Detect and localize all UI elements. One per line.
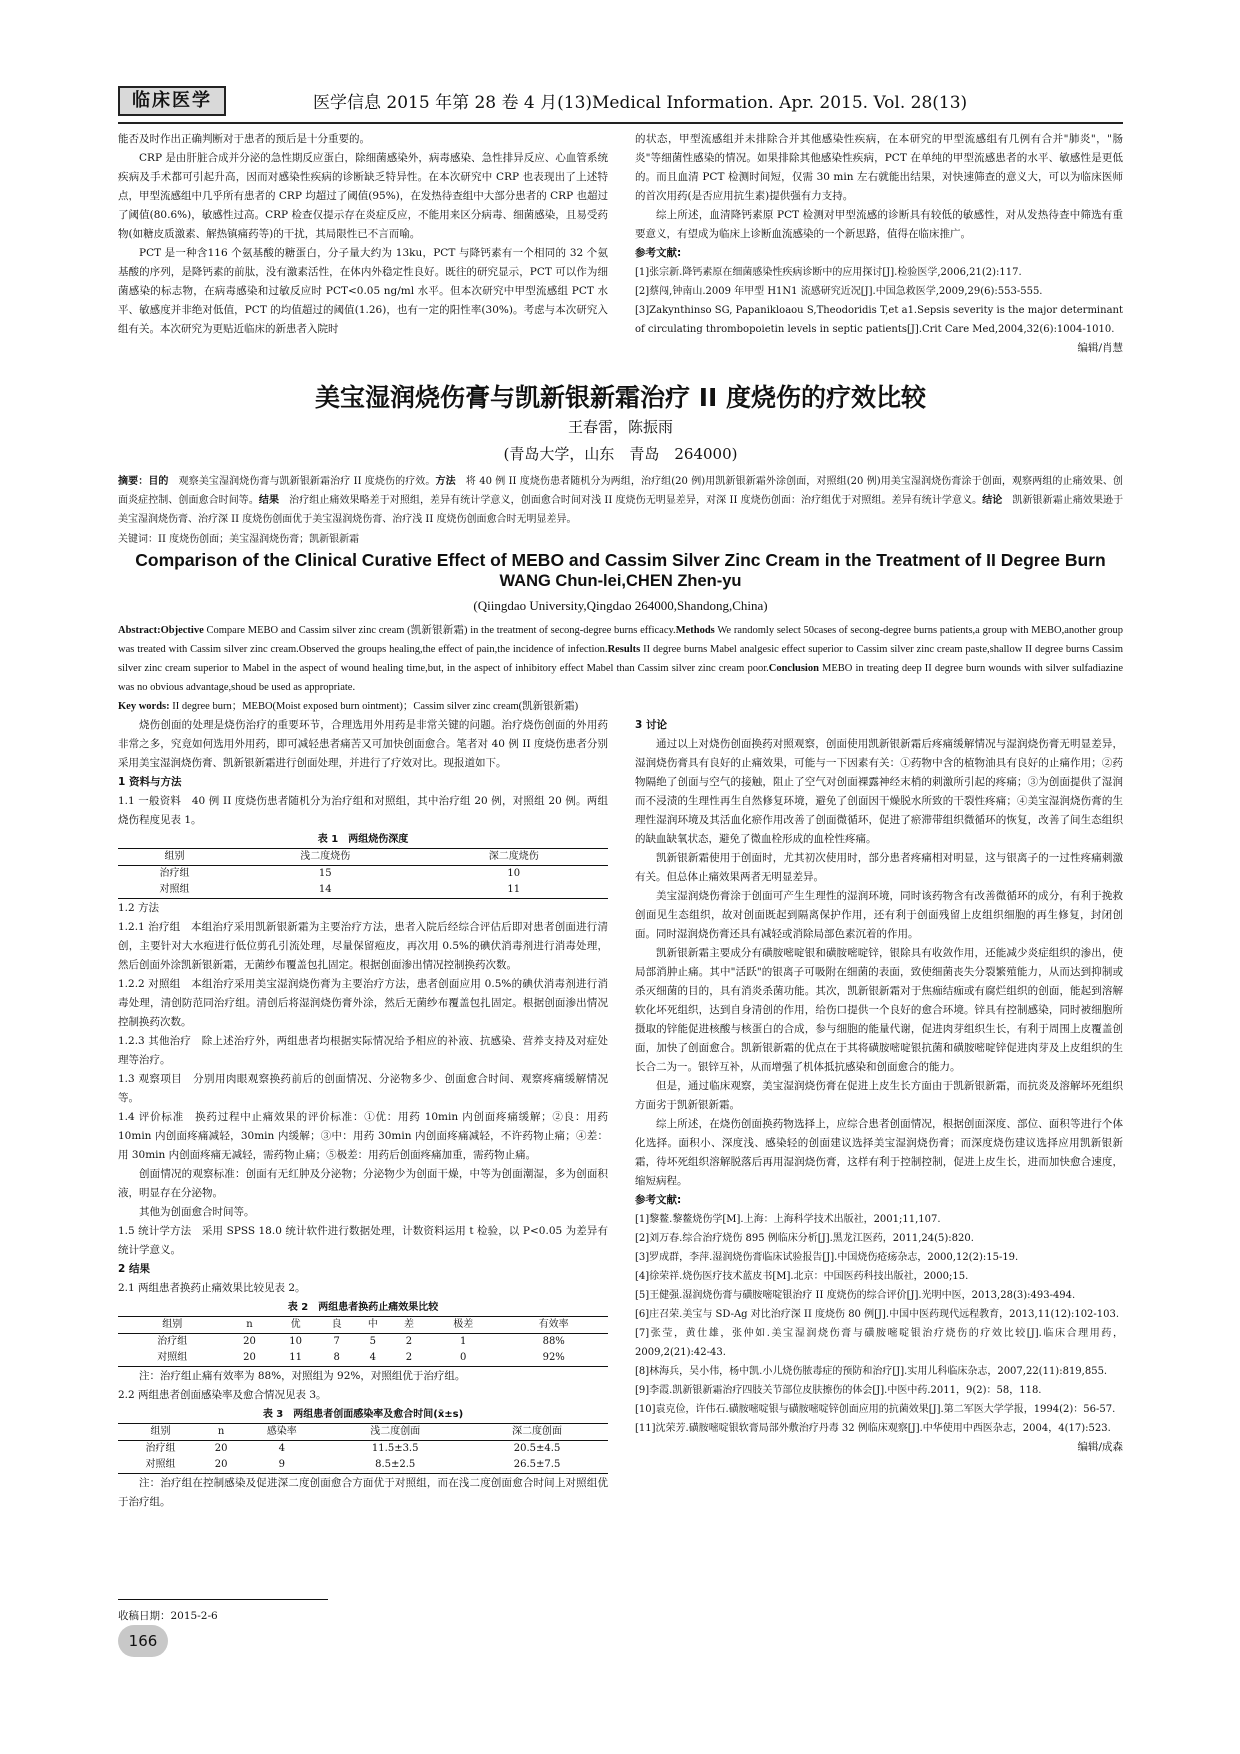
table-cell: 92% bbox=[499, 1350, 608, 1367]
methods-text: 将 40 例 II 度烧伤患者随机分为两组，治疗组(20 例)用凯新银新霜外涂创面，对照组(20 例)用美宝湿润烧伤膏涂于创面，观察两组的止痛效果、创面炎症控制、创面愈合时间等。 bbox=[118, 476, 1124, 506]
table-header: 感染率 bbox=[239, 1424, 324, 1441]
table-note: 注：治疗组止痛有效率为 88%，对照组为 92%，对照组优于治疗组。 bbox=[139, 1370, 466, 1382]
reference-item: [4]徐荣祥.烧伤医疗技术蓝皮书[M].北京：中国医药科技出版社，2000;15. bbox=[635, 1271, 969, 1282]
table-cell: 治疗组 bbox=[159, 868, 190, 879]
objective-en-text: Compare MEBO and Cassim silver zinc cream (凯新银新霜) in the treatment of secong-degree burns efficacy. bbox=[203, 625, 676, 636]
intro-paragraph: 烧伤创面的处理是烧伤治疗的重要环节，合理选用外用药是非常关键的问题。治疗烧伤创面的外用药非常之多，究竟如何选用外用药，即可减轻患者痛苦又可加快创面愈合。笔者对 40 例 II 度烧伤患者分别采用美宝湿润烧伤膏、凯新银新霜进行创面处理，并进行了疗效对比。现报道如下。 bbox=[118, 719, 608, 769]
body-paragraph: 1.2.1 治疗组 本组治疗采用凯新银新霜为主要治疗方法，患者入院后经综合评估后即对患者创面进行清创，主要针对大水疱进行低位剪孔引流处理，尽量保留疱皮，再次用 0.5%的碘伏消毒剂进行消毒处理，然后创面外涂凯新银新霜，无菌纱布覆盖包扎固定。根据创面渗出情况控制换药次数。 bbox=[118, 921, 608, 971]
reference-item: [1]黎鳌.黎鳌烧伤学[M].上海：上海科学技术出版社，2001;11,107. bbox=[635, 1214, 941, 1225]
keywords-en bbox=[118, 698, 1123, 713]
page-number: 166 bbox=[118, 1625, 168, 1657]
discussion-paragraph: 凯新银新霜主要成分有磺胺嘧啶银和磺胺嘧啶锌，银除具有收敛作用，还能减少炎症组织的渗出，使局部消肿止痛。其中"活跃"的银离子可吸附在细菌的表面，致使细菌丧失分裂繁殖能力，从而达到抑制或杀灭细菌的目的，具有消炎杀菌功能。其次，凯新银新霜对于焦痂结痂或有腐烂组织的创面，能起到溶解软化坏死组织，达到自身清创的作用，给伤口提供一个良好的愈合环境。锌具有控制感染，同时被细胞所摄取的锌能促进核酸与核蛋白的合成，参与细胞的能量代谢，促进肉芽组织生长，有利于周围上皮覆盖创面，加快了创面愈合。凯新银新霜的优点在于其将磺胺嘧啶银抗菌和磺胺嘧啶锌促进肉芽及上皮组织的生长合二为一。银锌互补，从而增强了机体抵抗感染和创面愈合的能力。 bbox=[635, 947, 1123, 1073]
body-paragraph: 其他为创面愈合时间等。 bbox=[139, 1206, 255, 1218]
table-header: 深二度烧伤 bbox=[420, 849, 608, 866]
reference-item: [8]林海兵，吴小伟，杨中凯.小儿烧伤脓毒症的预防和治疗[J].实用儿科临床杂志，2007,22(11):819,855. bbox=[635, 1366, 1108, 1377]
table-header: 有效率 bbox=[499, 1317, 608, 1334]
table-header: 组别 bbox=[118, 1317, 227, 1334]
objective-label: 目的 bbox=[148, 476, 169, 487]
methods-en-text: We randomly select 50cases of secong-degree burns patients,a group with MEBO,another group was treated with Cassim silver zinc cream.Observed the groups healing,the effect of pain,the incidence of infection. bbox=[118, 625, 1123, 655]
table-cell: 8.5±2.5 bbox=[324, 1457, 466, 1474]
table-header: 优 bbox=[273, 1317, 319, 1334]
table-header: 浅二度创面 bbox=[324, 1424, 466, 1441]
section-heading: 1 资料与方法 bbox=[118, 776, 182, 788]
section-heading: 2 结果 bbox=[118, 1263, 150, 1275]
body-paragraph: 1.3 观察项目 分别用肉眼观察换药前后的创面情况、分泌物多少、创面愈合时间、观察疼痛缓解情况等。 bbox=[118, 1073, 608, 1104]
table-cell: 治疗组 bbox=[157, 1336, 188, 1347]
table-note: 注：治疗组在控制感染及促进深二度创面愈合方面优于对照组，而在浅二度创面愈合时间上对照组优于治疗组。 bbox=[118, 1477, 608, 1508]
body-paragraph: 创面情况的观察标准：创面有无红肿及分泌物；分泌物少为创面干燥，中等为创面潮湿，多为创面积液，明显存在分泌物。 bbox=[118, 1168, 608, 1199]
table-cell: 9 bbox=[239, 1457, 324, 1474]
body-paragraph: 1.2.2 对照组 本组治疗采用美宝湿润烧伤膏为主要治疗方法，患者创面应用 0.5%的碘伏消毒剂进行消毒处理，清创防范同治疗组。清创后将湿润烧伤膏外涂，然后无菌纱布覆盖包扎固定。根据创面渗出情况控制换药次数。 bbox=[118, 978, 608, 1028]
article-title-cn: 美宝湿润烧伤膏与凯新银新霜治疗 II 度烧伤的疗效比较 bbox=[314, 383, 926, 412]
abstract-en bbox=[118, 621, 1123, 697]
table-header: n bbox=[227, 1317, 273, 1334]
table-caption: 表 3 两组患者创面感染率及愈合时间(x̄±s) bbox=[262, 1409, 464, 1420]
keywords-en-text: II degree burn；MEBO(Moist exposed burn ointment)；Cassim silver zinc cream(凯新银新霜) bbox=[172, 701, 579, 712]
keywords-en-label: Key words: bbox=[118, 701, 170, 712]
editor: 编辑/成森 bbox=[1077, 1441, 1123, 1453]
discussion-paragraph: 凯新银新霜使用于创面时，尤其初次使用时，部分患者疼痛相对明显，这与银离子的一过性疼痛刺激有关。但总体止痛效果两者无明显差异。 bbox=[635, 852, 1123, 883]
table-cell: 7 bbox=[333, 1336, 340, 1347]
section-heading: 3 讨论 bbox=[635, 719, 667, 731]
table-cell: 14 bbox=[231, 882, 419, 899]
table-cell: 2 bbox=[405, 1336, 413, 1347]
table-cell: 15 bbox=[318, 868, 332, 879]
reference-item: [2]刘万春.综合治疗烧伤 895 例临床分析[J].黑龙江医药，2011,24(5):820. bbox=[635, 1233, 974, 1244]
body-paragraph: 1.1 一般资料 40 例 II 度烧伤患者随机分为治疗组和对照组，其中治疗组 20 例，对照组 20 例。两组烧伤程度见表 1。 bbox=[118, 795, 608, 826]
table-header: 良 bbox=[319, 1317, 355, 1334]
body-paragraph: 2.2 两组患者创面感染率及愈合情况见表 3。 bbox=[118, 1389, 327, 1401]
table-cell: 8 bbox=[319, 1350, 355, 1367]
table-header: 差 bbox=[391, 1317, 427, 1334]
footnote-rule bbox=[118, 1599, 328, 1600]
prev-paragraph: CRP 是由肝脏合成并分泌的急性期反应蛋白，除细菌感染外，病毒感染、急性排异反应、心血管系统疾病及手术都可引起升高，因而对感染性疾病的诊断缺乏特异性。在本次研究中 CRP 也表现出了上述特点，甲型流感组中几乎所有患者的 CRP 均超过了阈值(95%)，在发热待查组中大部分患者的 CRP 也超过了阈值(80.6%)，敏感性过高。CRP 检查仅提示存在炎症反应，不能用来区分病毒、细菌感染，且易受药物(如糖皮质激素、解热镇痛药等)的干扰，其局限性已不言而喻。 bbox=[118, 152, 608, 240]
table-header: 浅二度烧伤 bbox=[231, 849, 419, 866]
conclusion-en-text: MEBO in treating deep II degree burn wounds with silver sulfadiazine was no obvious advantage,shoud be used as appropriate. bbox=[118, 663, 1123, 693]
reference-item: [3]罗成群，李萍.湿润烧伤膏临床试验报告[J].中国烧伤疮疡杂志，2000,12(2):15-19. bbox=[635, 1252, 1019, 1263]
prev-paragraph: PCT 是一种含116 个氨基酸的糖蛋白，分子量大约为 13ku，PCT 与降钙素有一个相同的 32 个氨基酸的序列，是降钙素的前肽，没有激素活性，在体内外稳定性良好。既往的研究显示，PCT 可以作为细菌感染的标志物，在病毒感染和过敏反应时 PCT<0.05 ng/ml 水平。但本次研究中甲型流感组 PCT 水平、敏感度并非绝对低值，PCT 的均值超过的阈值(1.26)，也有一定的阳性率(30%)。考虑与本次研究入组有关。本次研究为更贴近临床的新患者入院时 bbox=[118, 247, 608, 335]
table-cell: 88% bbox=[542, 1336, 565, 1347]
article-title-en: Comparison of the Clinical Curative Effect of MEBO and Cassim Silver Zinc Cream in the Treatment of II Degree Burn bbox=[135, 550, 1106, 570]
discussion-paragraph: 综上所述，在烧伤创面换药物选择上，应综合患者创面情况，根据创面深度、部位、面积等进行个体化选择。面积小、深度浅、感染轻的创面建议选择美宝湿润烧伤膏；而深度烧伤建议选择应用凯新银新霜，待坏死组织溶解脱落后再用湿润烧伤膏，这样有利于控制控制，促进上皮生长，进而加快愈合速度，缩短病程。 bbox=[635, 1118, 1123, 1187]
discussion-paragraph: 但是，通过临床观察，美宝湿润烧伤膏在促进上皮生长方面由于凯新银新霜，而抗炎及溶解坏死组织方面劣于凯新银新霜。 bbox=[635, 1080, 1123, 1111]
affiliation-cn: (青岛大学，山东 青岛 264000) bbox=[503, 445, 738, 463]
abstract-cn bbox=[118, 472, 1123, 529]
objective-text: 观察美宝湿润烧伤膏与凯新银新霜治疗 II 度烧伤的疗效。 bbox=[178, 476, 436, 487]
prev-article-right-column bbox=[635, 130, 1123, 358]
body-paragraph: 2.1 两组患者换药止痛效果比较见表 2。 bbox=[118, 1282, 306, 1294]
affiliation-en: (Qiingdao University,Qingdao 264000,Shandong,China) bbox=[473, 598, 768, 613]
reference-item: [1]张宗新.降钙素原在细菌感染性疾病诊断中的应用探讨[J].检验医学,2006,21(2):117. bbox=[635, 267, 1022, 278]
prev-paragraph: 能否及时作出正确判断对于患者的预后是十分重要的。 bbox=[118, 133, 370, 145]
table-cell: 4 bbox=[278, 1443, 285, 1454]
table-1 bbox=[118, 832, 608, 899]
table-caption: 表 2 两组患者换药止痛效果比较 bbox=[287, 1302, 439, 1313]
reference-item: [11]沈荣芳.磺胺嘧啶银软膏局部外敷治疗丹毒 32 例临床观察[J].中华使用中西医杂志，2004，4(17):523. bbox=[635, 1423, 1111, 1434]
table-cell: 10 bbox=[507, 868, 521, 879]
body-right-column bbox=[635, 716, 1123, 1457]
table-cell: 对照组 bbox=[118, 1457, 203, 1474]
header-rule bbox=[118, 122, 1123, 124]
prev-article-left-column bbox=[118, 130, 608, 339]
table-row bbox=[118, 1441, 608, 1458]
conclusion-text: 凯新银新霜止痛效果逊于美宝湿润烧伤膏、治疗深 II 度烧伤创面优于美宝湿润烧伤膏、治疗浅 II 度烧伤创面愈合时无明显差异。 bbox=[118, 495, 1124, 525]
table-cell: 4 bbox=[355, 1350, 391, 1367]
table-header: 中 bbox=[355, 1317, 391, 1334]
prev-paragraph: 综上所述，血清降钙素原 PCT 检测对甲型流感的诊断具有较低的敏感性，对从发热待查中筛选有重要意义，有望成为临床上诊断血流感染的一个新思路，值得在临床推广。 bbox=[635, 209, 1123, 240]
table-caption: 表 1 两组烧伤深度 bbox=[317, 834, 409, 845]
section-badge: 临床医学 bbox=[118, 86, 226, 116]
table-row bbox=[118, 866, 608, 883]
objective-en-label: Objective bbox=[160, 625, 204, 636]
results-label: 结果 bbox=[258, 495, 280, 506]
table-header: 极差 bbox=[427, 1317, 499, 1334]
reference-item: [9]李霞.凯新银新霜治疗四肢关节部位皮肤擦伤的体会[J].中医中药.2011，9(2)：58，118. bbox=[635, 1385, 1042, 1396]
methods-en-label: Methods bbox=[675, 625, 715, 636]
body-paragraph: 1.5 统计学方法 采用 SPSS 18.0 统计软件进行数据处理，计数资料运用 t 检验，以 P<0.05 为差异有统计学意义。 bbox=[118, 1225, 608, 1256]
reference-item: [7]张莹，黄仕雄，张仲如.美宝湿润烧伤膏与磺胺嘧啶银治疗烧伤的疗效比较[J].临床合理用药，2009,2(21):42-43. bbox=[635, 1328, 1123, 1358]
received-date: 收稿日期：2015-2-6 bbox=[118, 1610, 218, 1622]
prev-paragraph: 的状态，甲型流感组并未排除合并其他感染性疾病，在本研究的甲型流感组有几例有合并"肺炎"，"肠炎"等细菌性感染的情况。如果排除其他感染性疾病，PCT 在单纯的甲型流感患者的水平、敏感性是更低的。而且血清 PCT 检测时间短，仅需 30 min 左右就能出结果，对快速筛查的意义大，可以为临床医师的首次用药(是否应用抗生素)提供强有力支持。 bbox=[635, 133, 1123, 202]
table-cell: 1 bbox=[460, 1336, 467, 1347]
table-header: 深二度创面 bbox=[466, 1424, 608, 1441]
reference-item: [3]Zakynthinso SG, Papanikloaou S,Theodoridis T,et a1.Sepsis severity is the major determinant of circulating thrombopoietin levels in septic patients[J].Crit Care Med,2004,32(6):1004-1010. bbox=[635, 305, 1123, 335]
table-cell: 11 bbox=[420, 882, 608, 899]
table-cell: 10 bbox=[289, 1336, 302, 1347]
subsection-heading: 1.2 方法 bbox=[118, 902, 160, 914]
authors-cn: 王春雷，陈振雨 bbox=[567, 418, 673, 436]
table-cell: 11 bbox=[273, 1350, 319, 1367]
abstract-en-label: Abstract: bbox=[118, 625, 161, 636]
prev-references bbox=[635, 263, 1123, 339]
prev-editor: 编辑/肖慧 bbox=[1077, 342, 1123, 354]
reference-item: [5]王健强.湿润烧伤膏与磺胺嘧啶银治疗 II 度烧伤的综合评价[J].光明中医，2013,28(3):493-494. bbox=[635, 1290, 1076, 1301]
table-cell: 11.5±3.5 bbox=[371, 1443, 419, 1454]
table-header: n bbox=[203, 1424, 239, 1441]
table-header: 组别 bbox=[118, 1424, 203, 1441]
table-cell: 20 bbox=[243, 1336, 256, 1347]
results-text: 治疗组止痛效果略差于对照组，差异有统计学意义，创面愈合时间对浅 II 度烧伤无明显差异，对深 II 度烧伤创面：治疗组优于对照组。差异有统计学意义。 bbox=[289, 495, 983, 506]
table-cell: 对照组 bbox=[118, 882, 231, 899]
methods-label: 方法 bbox=[435, 476, 456, 487]
discussion-paragraph: 通过以上对烧伤创面换药对照观察，创面使用凯新银新霜后疼痛缓解情况与湿润烧伤膏无明显差异，湿润烧伤膏具有良好的止痛效果，可能与一下因素有关：①药物中含的植物油具有良好的止痛作用；②药物隔绝了创面与空气的接触，阻止了空气对创面裸露神经末梢的刺激所引起的疼痛；③为创面提供了湿润而不浸渍的生理性再生自然修复环境，避免了创面因干燥脱水所致的干裂性疼痛；④美宝湿润烧伤膏的生理性湿润环境及其活血化瘀作用改善了创面微循环，促进了瘀滞带组织微循环的恢复，改善了间生态组织的缺血缺氧状态，避免了微血栓形成的血栓性疼痛。 bbox=[635, 738, 1123, 845]
table-cell: 5 bbox=[369, 1336, 377, 1347]
table-cell: 对照组 bbox=[118, 1350, 227, 1367]
table-cell: 20 bbox=[214, 1443, 228, 1454]
refs-title: 参考文献: bbox=[635, 1194, 682, 1206]
reference-item: [6]庄召荣.美宝与 SD-Ag 对比治疗深 II 度烧伤 80 例[J].中国中医药现代远程教育，2013,11(12):102-103. bbox=[635, 1309, 1120, 1320]
body-paragraph: 1.2.3 其他治疗 除上述治疗外，两组患者均根据实际情况给予相应的补液、抗感染、营养支持及对症处理等治疗。 bbox=[118, 1035, 608, 1066]
table-3 bbox=[118, 1407, 608, 1474]
table-cell: 20.5±4.5 bbox=[513, 1443, 561, 1454]
table-cell: 20 bbox=[227, 1350, 273, 1367]
references bbox=[635, 1210, 1123, 1438]
table-cell: 治疗组 bbox=[145, 1443, 176, 1454]
results-en-label: Results bbox=[607, 644, 641, 655]
abstract-label: 摘要： bbox=[118, 476, 149, 487]
prev-refs-title: 参考文献: bbox=[635, 247, 682, 259]
keywords-cn: 关键词：II 度烧伤创面；美宝湿润烧伤膏；凯新银新霜 bbox=[118, 534, 360, 545]
table-cell: 0 bbox=[427, 1350, 499, 1367]
table-row bbox=[118, 1457, 608, 1474]
table-2 bbox=[118, 1300, 608, 1367]
results-en-text: II degree burns Mabel analgesic effect superior to Cassim silver zinc cream paste,shallow II degree burns Cassim silver zinc cream superior to Mabel in the aspect of wound healing time,but, in the aspect of inhibitory effect Mabel than Cassim silver zinc cream poor. bbox=[118, 644, 1124, 674]
conclusion-en-label: Conclusion bbox=[768, 663, 819, 674]
running-header bbox=[118, 86, 1123, 116]
table-row bbox=[118, 1334, 608, 1351]
table-cell: 26.5±7.5 bbox=[466, 1457, 608, 1474]
discussion-paragraph: 美宝湿润烧伤膏涂于创面可产生生理性的湿润环境，同时该药物含有改善微循环的成分，有利于挽救创面见生态组织，故对创面既起到隔离保护作用，还有利于创面残留上皮组织细胞的再生修复，封闭创面。同时湿润烧伤膏还具有减轻或消除局部色素沉着的作用。 bbox=[635, 890, 1123, 940]
body-paragraph: 1.4 评价标准 换药过程中止痛效果的评价标准：①优：用药 10min 内创面疼痛缓解；②良：用药 10min 内创面疼痛减轻，30min 内缓解；③中：用药 30min 内创面疼痛减轻，不许药物止痛；④差：用 30min 内创面疼痛无减轻，需药物止痛；⑤极差：用药后创面疼痛加重，需药物止痛。 bbox=[118, 1111, 608, 1161]
table-header: 组别 bbox=[118, 849, 231, 866]
table-cell: 2 bbox=[391, 1350, 427, 1367]
table-row bbox=[118, 882, 608, 899]
journal-title: 医学信息 2015 年第 28 卷 4 月(13)Medical Information. Apr. 2015. Vol. 28(13) bbox=[313, 93, 968, 113]
authors-en: WANG Chun-lei,CHEN Zhen-yu bbox=[499, 572, 742, 590]
table-cell: 20 bbox=[203, 1457, 239, 1474]
conclusion-label: 结论 bbox=[982, 495, 1003, 506]
body-left-column bbox=[118, 716, 608, 1512]
reference-item: [10]袁克俭，许伟石.磺胺嘧啶银与磺胺嘧啶锌创面应用的抗菌效果[J].第二军医大学学报，1994(2)：56-57. bbox=[635, 1404, 1116, 1415]
reference-item: [2]蔡闯,钟南山.2009 年甲型 H1N1 流感研究近况[J].中国急救医学,2009,29(6):553-555. bbox=[635, 286, 1043, 297]
table-row bbox=[118, 1350, 608, 1367]
